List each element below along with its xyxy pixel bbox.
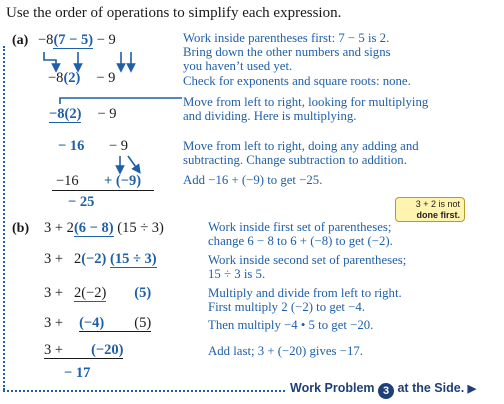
a3-post: − 9 [97,106,117,122]
a2-paren: (2) [63,70,81,86]
a4-minus9: − 9 [109,138,129,154]
part-a-label: (a) [12,33,29,48]
note-callout [395,197,465,222]
b2-c: (−2) [81,251,107,267]
a-expl-2: Bring down the other numbers and signs [183,45,391,59]
part-b-label: (b) [12,221,30,236]
a-expl-8: subtracting. Change subtraction to addition. [183,153,407,167]
a1-post: − 9 [96,32,116,48]
b3-c: (5) [134,285,152,301]
a3-mult: −8(2) [49,106,82,122]
a-expl-1: Work inside parentheses first: 7 − 5 is 2. [183,31,390,45]
play-arrow-icon: ▶ [467,383,477,395]
work-problem-link[interactable] [290,381,476,399]
b2-b: 2 [73,251,82,267]
a-expl-4: Check for exponents and square roots: none. [183,74,411,88]
pointer-line-multiply [60,98,182,104]
part-a-row2 [48,71,115,86]
b4-b: (−4) [79,315,105,331]
a5-plus-neg9: + (−9) [104,173,142,189]
part-b-row1 [44,221,164,236]
b-expl-7: Then multiply −4 • 5 to get −20. [208,318,374,332]
part-b-row2 [44,252,157,267]
a2-pre: −8 [48,70,64,86]
part-b-row3 [44,286,151,301]
a5-value: −16 [56,173,79,189]
b2-a: 3 + [44,251,64,267]
arrow-bring-down-neg8 [44,52,56,68]
b1-a: 3 + 2 [44,220,74,236]
b3-a: 3 + [44,285,64,301]
note-line-2: done first. [416,210,460,220]
b-expl-1: Work inside first set of parentheses; [208,220,392,234]
a-expl-7: Move from left to right, doing any adding and [183,139,419,153]
b1-b: (6 − 8) [73,220,114,236]
b2-d: (15 ÷ 3) [109,251,157,267]
b4-bc [79,315,151,332]
footer-pre: Work Problem [290,381,375,395]
instruction: Use the order of operations to simplify each expression. [6,5,342,21]
b4-c: (5) [134,315,152,331]
b-expl-3: Work inside second set of parentheses; [208,253,407,267]
a2-post: − 9 [96,70,116,86]
b5-a: 3 + [44,342,64,358]
b4-a: 3 + [44,315,64,331]
a-expl-3: you haven’t used yet. [183,59,293,73]
part-a-answer: − 25 [68,194,95,210]
a-expl-9: Add −16 + (−9) to get −25. [183,173,323,187]
part-a-row1 [38,33,116,48]
a1-paren: (7 − 5) [53,32,94,48]
a-expl-5: Move from left to right, looking for multiplying [183,95,429,109]
part-b-row5 [44,343,123,358]
part-b-answer: − 17 [64,365,91,381]
b3-b: 2(−2) [73,285,107,301]
b-expl-6: First multiply 2 (−2) to get −4. [208,300,365,314]
dotted-border-left [3,46,5,390]
dotted-border-bottom [3,390,285,392]
part-a-row3 [49,107,117,122]
footer-post: at the Side. [397,381,465,395]
b-expl-4: 15 ÷ 3 is 5. [208,267,266,281]
b5-ab [44,342,123,359]
part-b-row4 [44,316,151,331]
a4-value: − 16 [58,138,85,154]
b-expl-5: Multiply and divide from left to right. [208,286,402,300]
a1-pre: −8 [38,32,54,48]
b5-b: (−20) [91,342,124,358]
b1-c: (15 ÷ 3) [117,220,164,236]
note-line-1: 3 + 2 is not [415,199,460,209]
a-expl-6: and dividing. Here is multiplying. [183,109,357,123]
b-expl-8: Add last; 3 + (−20) gives −17. [208,344,363,358]
a5-underline [52,190,154,191]
problem-number-badge: 3 [378,383,394,399]
b-expl-2: change 6 − 8 to 6 + (−8) to get (−2). [208,234,393,248]
arrow-down-right [128,156,138,170]
